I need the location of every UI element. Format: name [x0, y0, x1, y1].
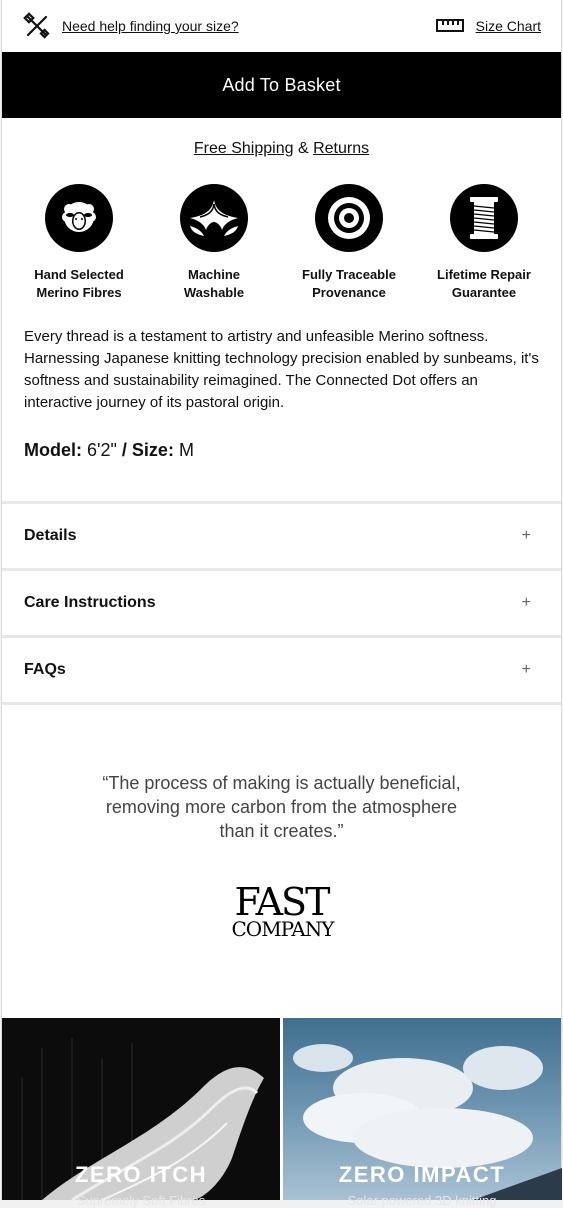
- feature-repair: [419, 184, 549, 302]
- model-separator: /: [121, 440, 127, 460]
- feature-merino-line1: Hand Selected: [34, 267, 124, 282]
- tools-icon: [24, 13, 50, 39]
- feature-list: [2, 184, 561, 302]
- tile-zero-itch[interactable]: [2, 1018, 280, 1208]
- water-icon: [180, 184, 248, 252]
- target-icon: [315, 184, 383, 252]
- sheep-icon: [45, 184, 113, 252]
- size-help-link[interactable]: Need help finding your size?: [62, 18, 239, 34]
- product-page: [1, 0, 562, 1208]
- fast-company-logo: [231, 880, 334, 941]
- press-quote: “The process of making is actually beneficial, removing more carbon from the atmosphere than it creates.”: [102, 773, 461, 841]
- accordion-list: [2, 501, 561, 705]
- tile-title: ZERO IMPACT: [338, 1162, 506, 1187]
- feature-washable-line1: Machine: [187, 267, 240, 282]
- size-label: Size:: [131, 440, 174, 460]
- add-to-basket-button[interactable]: Add To Basket: [2, 52, 561, 118]
- shipping-returns: [2, 140, 561, 158]
- accordion-details[interactable]: [2, 501, 561, 568]
- returns-link[interactable]: Returns: [313, 140, 370, 157]
- ruler-icon: [436, 18, 464, 34]
- accordion-title: FAQs: [24, 661, 66, 678]
- size-chart-link[interactable]: Size Chart: [475, 18, 541, 34]
- feature-repair-line1: Lifetime Repair: [437, 267, 531, 282]
- size-help[interactable]: [24, 13, 239, 39]
- logo-line1: FAST: [234, 880, 329, 924]
- feature-washable: [149, 184, 279, 302]
- logo-line2: COMPANY: [231, 917, 334, 941]
- feature-repair-line2: Guarantee: [451, 285, 517, 300]
- feature-traceable-line2: Provenance: [312, 285, 386, 300]
- feature-merino-line2: Merino Fibres: [36, 285, 122, 300]
- spool-icon: [450, 184, 518, 252]
- tile-subtitle: Supremely Soft Fibres: [76, 1193, 206, 1208]
- accordion-care-instructions[interactable]: [2, 568, 561, 635]
- feature-merino: [14, 184, 144, 302]
- shipping-ampersand: &: [297, 140, 309, 157]
- promo-tiles: [2, 1018, 561, 1208]
- feature-traceable-line1: Fully Traceable: [302, 267, 396, 282]
- accordion-faqs[interactable]: [2, 635, 561, 705]
- size-value: M: [178, 440, 194, 460]
- plus-icon: +: [521, 527, 531, 544]
- plus-icon: +: [521, 661, 531, 678]
- accordion-title: Details: [24, 527, 77, 544]
- model-label: Model:: [24, 440, 82, 460]
- feature-traceable: [284, 184, 414, 302]
- tile-zero-impact[interactable]: [283, 1018, 561, 1208]
- product-description: Every thread is a testament to artistry and unfeasible Merino softness. Harnessing Japanese knitting technology precision enabled by sunbeams, it's softness and sustainability reimagined. The Connected Dot offers an interactive journey of its pastoral origin.: [24, 328, 539, 411]
- plus-icon: +: [521, 594, 531, 611]
- free-shipping-link[interactable]: Free Shipping: [193, 140, 294, 157]
- model-size-info: [24, 440, 539, 461]
- top-bar: [2, 0, 561, 52]
- accordion-title: Care Instructions: [24, 594, 156, 611]
- size-chart[interactable]: [436, 18, 541, 34]
- tile-subtitle: Solar powered 3D knitting: [347, 1193, 497, 1208]
- tile-title: ZERO ITCH: [74, 1162, 208, 1187]
- model-value: 6'2": [87, 440, 117, 460]
- feature-washable-line2: Washable: [183, 285, 245, 300]
